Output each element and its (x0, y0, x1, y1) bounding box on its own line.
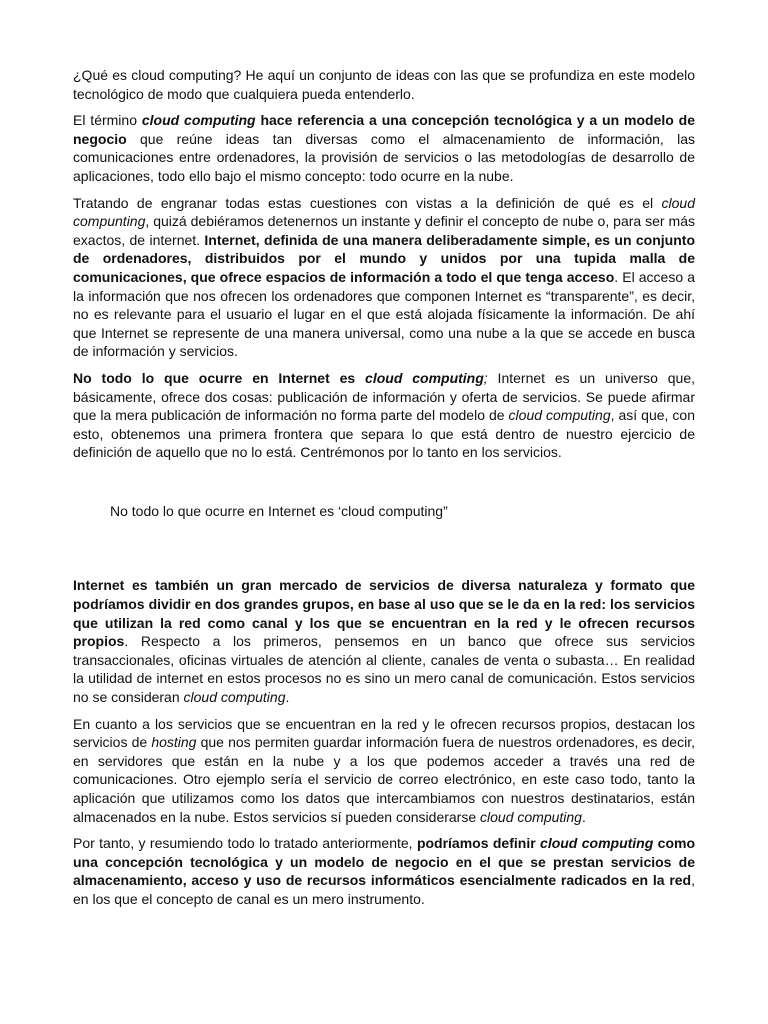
text-run: cloud computing (540, 835, 654, 852)
text-run: ¿Qué es cloud computing? He aquí un conjunto de ideas con las que se profundiza en este modelo tecnológico de modo que cualquiera pueda entenderlo. (73, 67, 695, 102)
text-run: Tratando de engranar todas estas cuestiones con vistas a la definición de qué es el (73, 194, 662, 211)
text-run: Internet es también un gran mercado de servicios de diversa naturaleza y formato que podríamos dividir en dos grandes grupos, en base al uso que se le da en la red: los servicios que utilizan la red como canal y los que se encuentran en la red y le ofrecen recursos propios (73, 577, 695, 650)
paragraph (73, 834, 695, 908)
text-run: podríamos definir (416, 835, 541, 852)
text-run: como una concepción tecnológica y un modelo de negocio en el que se prestan servicios de almacenamiento, acceso y uso de recursos informáticos esencialmente radicados en la red (73, 835, 695, 889)
text-run: que nos permiten guardar información fuera de nuestros ordenadores, es decir, en servidores que están en la nube y a los que podemos acceder a través una red de comunicaciones. Otro ejemplo sería el servicio de correo electrónico, en este caso todo, tanto la aplicación que utilizamos como los datos que intercambiamos con nuestros destinatarios, están almacenados en la nube. Estos servicios sí pueden considerarse (73, 734, 695, 825)
text-run: cloud computing (183, 689, 286, 706)
text-run: cloud computing (141, 112, 256, 129)
paragraph (73, 111, 695, 185)
text-run: , así que, con esto, obtenemos una primera frontera que separa lo que está dentro de nuestro ejercicio de definición de aquello que no lo está. Centrémonos por lo tanto en los servicios. (73, 407, 695, 461)
text-run: Internet es un universo que, básicamente, ofrece dos cosas: publicación de información y oferta de servicios. Se puede afirmar que la mera publicación de información no forma parte del modelo de (73, 369, 696, 424)
paragraphs-before (73, 66, 695, 462)
text-run: . (285, 689, 290, 706)
text-run: . El acceso a la información que nos ofrecen los ordenadores que componen Internet es “transparente”, es decir, no es relevante para el usuario el lugar en el que está alojada físicamente la información. De ahí que Internet se represente de una manera universal, como una nube a la que se accede en busca de información y servicios. (73, 268, 695, 360)
pull-quote: No todo lo que ocurre en Internet es ‘cloud computing” (110, 502, 448, 519)
text-run: ; (483, 369, 488, 386)
text-run: , quizá debiéramos detenernos un instante y definir el concepto de nube o, para ser más exactos, de internet. (73, 213, 695, 248)
text-run: Internet, definida de una manera deliberadamente simple, es un conjunto de ordenadores, distribuidos por el mundo y unidos por una tupida malla de comunicaciones, que ofrece espacios de información a todo el que tenga acceso (73, 231, 695, 285)
paragraph (73, 66, 695, 103)
text-run: hace referencia a una concepción tecnológica y a un modelo de negocio (73, 112, 695, 147)
text-run: cloud compunting (73, 194, 695, 230)
text-run: cloud computing (365, 369, 484, 386)
paragraph (73, 194, 695, 361)
text-run: No todo lo que ocurre en Internet es (73, 369, 366, 386)
paragraphs-after (73, 576, 695, 908)
paragraph (73, 715, 695, 827)
text-run: cloud computing (508, 407, 611, 424)
paragraph (73, 369, 695, 462)
text-run: . (581, 808, 586, 825)
text-run: cloud computing (480, 808, 582, 825)
paragraph (73, 576, 695, 706)
text-run: que reúne ideas tan diversas como el almacenamiento de información, las comunicaciones entre ordenadores, la provisión de servicios o las metodologías de desarrollo de aplicaciones, todo ello bajo el mismo concepto: todo ocurre en la nube. (73, 130, 695, 184)
text-run: En cuanto a los servicios que se encuentran en la red y le ofrecen recursos propios, destacan los servicios de (73, 715, 695, 751)
document-body (73, 66, 695, 917)
text-run: El término (73, 112, 142, 129)
text-run: hosting (151, 734, 197, 751)
text-run: , en los que el concepto de canal es un mero instrumento. (73, 872, 695, 907)
text-run: Por tanto, y resumiendo todo lo tratado anteriormente, (73, 835, 417, 852)
text-run: . Respecto a los primeros, pensemos en un banco que ofrece sus servicios transaccionales, oficinas virtuales de atención al cliente, canales de venta o subasta… En realidad la utilidad de internet en estos procesos no es sino un mero canal de comunicación. Estos servicios no se consideran (73, 633, 695, 706)
